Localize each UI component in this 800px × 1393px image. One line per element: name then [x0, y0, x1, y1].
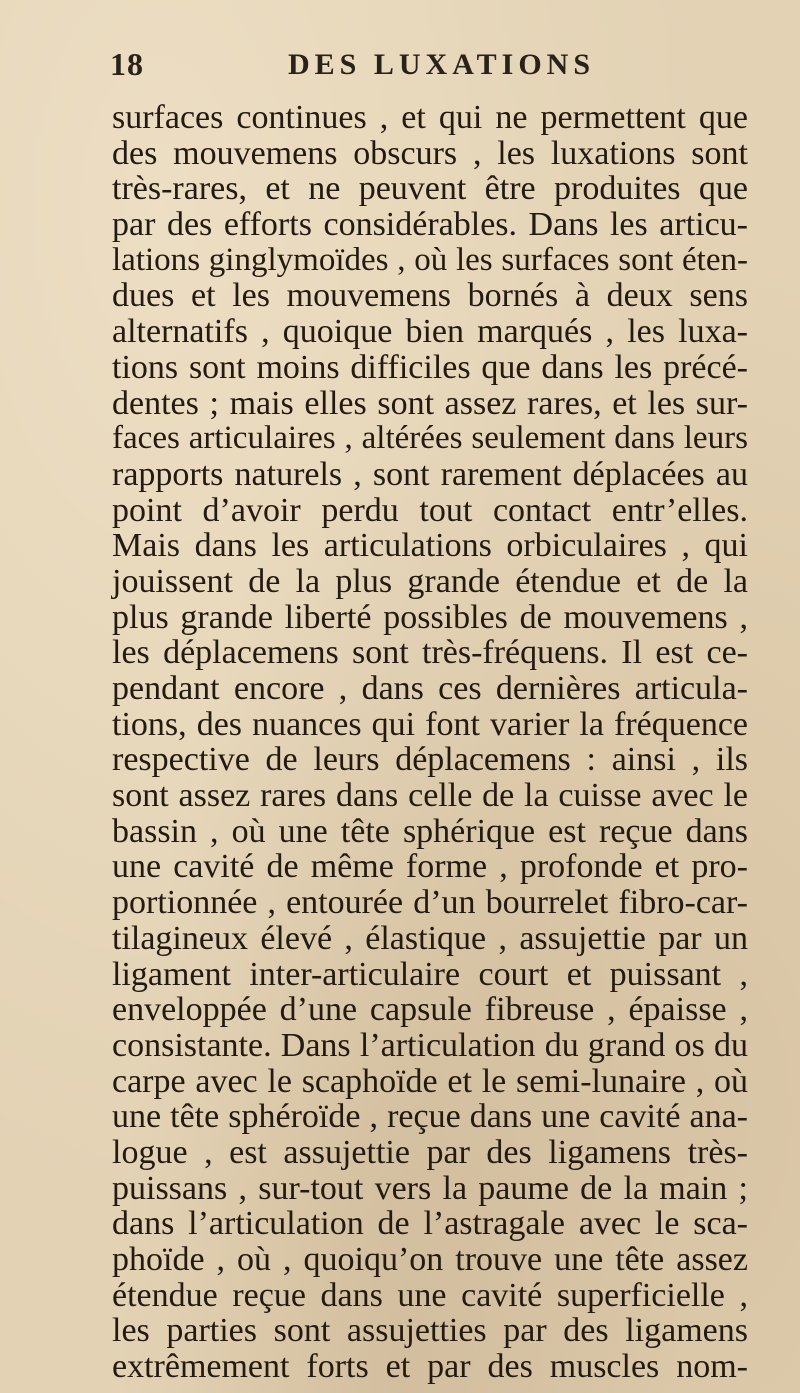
text-line: tions sont moins difficiles que dans les précé- — [112, 348, 748, 386]
text-line: dues et les mouvemens bornés à deux sens — [112, 277, 748, 315]
text-line: extrêmement forts et par des muscles nom- — [112, 1348, 748, 1386]
page-number: 18 — [110, 46, 144, 82]
text-line: point d’avoir perdu tout contact entr’elles. — [112, 491, 748, 529]
text-line: dentes ; mais elles sont assez rares, et les sur- — [112, 384, 748, 422]
text-line: tilagineux élevé , élastique , assujettie par un — [112, 919, 748, 957]
text-line: carpe avec le scaphoïde et le semi-lunaire , où — [112, 1062, 748, 1100]
text-line: bassin , où une tête sphérique est reçue dans — [112, 812, 748, 850]
text-line: une cavité de même forme , profonde et pro- — [112, 848, 748, 886]
text-line: Mais dans les articulations orbiculaires , qui — [112, 527, 748, 565]
text-line: phoïde , où , quoiqu’on trouve une tête assez — [112, 1241, 748, 1278]
text-line: lations ginglymoïdes , où les surfaces sont éten- — [112, 241, 748, 278]
text-line: par des efforts considérables. Dans les articu- — [112, 206, 748, 244]
text-line: puissans , sur-tout vers la paume de la main ; — [112, 1169, 748, 1207]
text-line: enveloppée d’une capsule fibreuse , épaisse , — [112, 991, 748, 1029]
text-line: les déplacemens sont très-fréquens. Il est ce- — [112, 634, 748, 672]
body-text — [112, 100, 748, 1385]
text-line: consistante. Dans l’articulation du grand os du — [112, 1026, 748, 1064]
text-line: tions, des nuances qui font varier la fréquence — [112, 705, 748, 743]
text-line: très-rares, et ne peuvent être produites que — [112, 170, 748, 208]
running-title: DES LUXATIONS — [288, 48, 596, 81]
text-line: ligament inter-articulaire court et puissant , — [112, 955, 748, 993]
text-line: dans l’articulation de l’astragale avec le sca- — [112, 1205, 748, 1243]
text-line: jouissent de la plus grande étendue et de la — [112, 562, 748, 600]
text-line: alternatifs , quoique bien marqués , les luxa- — [112, 313, 748, 351]
text-line: des mouvemens obscurs , les luxations sont — [112, 134, 748, 172]
text-line: respective de leurs déplacemens : ainsi , ils — [112, 741, 748, 779]
text-line: pendant encore , dans ces dernières articula- — [112, 670, 748, 707]
text-line: étendue reçue dans une cavité superficielle , — [112, 1276, 748, 1314]
text-line: portionnée , entourée d’un bourrelet fibro-car- — [112, 884, 748, 922]
text-line: surfaces continues , et qui ne permettent que — [112, 99, 748, 136]
text-line: une tête sphéroïde , reçue dans une cavité ana- — [112, 1098, 748, 1136]
text-line: rapports naturels , sont rarement déplacées au — [112, 455, 748, 493]
text-line: sont assez rares dans celle de la cuisse avec le — [112, 777, 748, 815]
text-line: plus grande liberté possibles de mouvemens , — [112, 598, 748, 636]
text-line: logue , est assujettie par des ligamens très- — [112, 1133, 748, 1171]
text-line: faces articulaires , altérées seulement dans leurs — [112, 420, 748, 457]
text-line: les parties sont assujetties par des ligamens — [112, 1312, 748, 1350]
running-head — [110, 46, 750, 86]
